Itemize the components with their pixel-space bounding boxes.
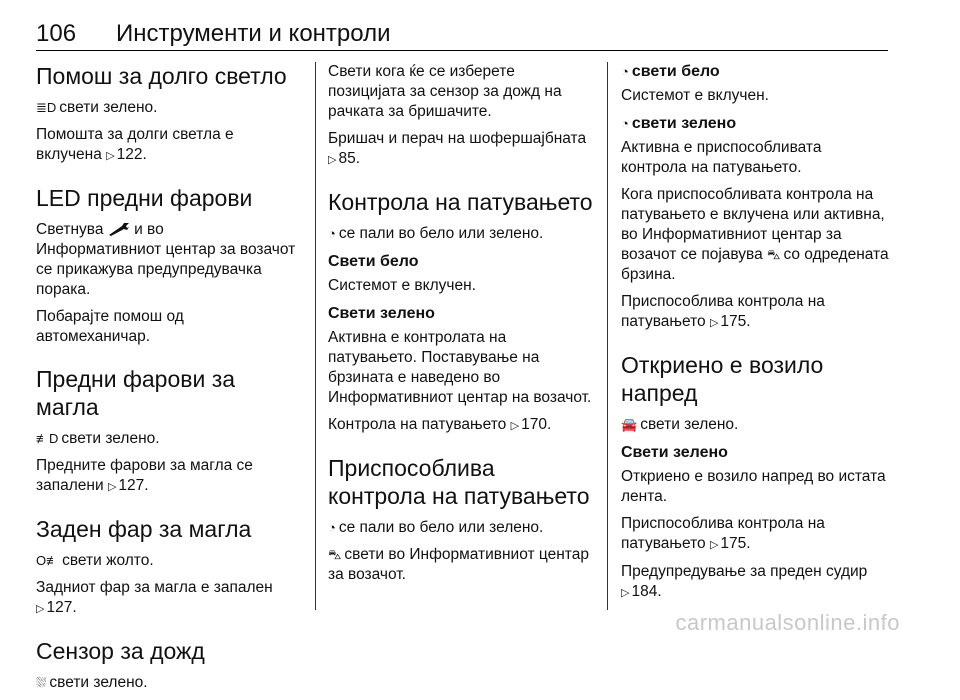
chapter-title: Инструменти и контроли — [116, 20, 391, 47]
page-ref-link[interactable]: 175. — [720, 313, 751, 330]
page-ref-link[interactable]: 127. — [118, 477, 149, 494]
section-heading: Контрола на патувањето — [328, 189, 593, 215]
page-ref-icon: ▷ — [107, 481, 117, 493]
subheading: ◔ свети зелено — [621, 115, 737, 132]
paragraph: ≣D свети зелено. — [36, 99, 158, 116]
subheading: Свети бело — [328, 253, 419, 270]
paragraph: Откриено е возило напред во истата лента. — [621, 468, 886, 505]
adaptive-cruise-icon: ⛍ — [767, 247, 781, 262]
cruise-control-icon: ◔ — [328, 520, 336, 535]
paragraph: Свети кога ќе се изберете позицијата за сензор за дожд на рачката за бришачите. — [328, 63, 562, 120]
page-ref-icon: ▷ — [621, 587, 630, 599]
wrench-icon — [108, 222, 130, 236]
page-ref-icon: ▷ — [510, 420, 520, 432]
rear-fog-icon: O≢ — [36, 553, 60, 568]
paragraph: ◔ се пали во бело или зелено. — [328, 225, 544, 242]
cruise-control-icon: ◔ — [621, 116, 629, 131]
paragraph: Предните фарови за магла се запалени ▷ 127. — [36, 457, 253, 494]
column-3 — [621, 62, 891, 610]
page-ref-link[interactable]: 170. — [521, 416, 552, 433]
paragraph: ◔ се пали во бело или зелено. — [328, 519, 544, 536]
section-heading: Заден фар за магла — [36, 516, 252, 542]
paragraph: O≢ свети жолто. — [36, 552, 154, 569]
page-number: 106 — [36, 20, 77, 47]
page-ref-icon: ▷ — [709, 539, 719, 551]
page-ref-link[interactable]: 175. — [720, 535, 751, 552]
paragraph: Бришач и перач на шофершајбната ▷ 85. — [328, 130, 587, 167]
page-ref-icon: ▷ — [709, 317, 719, 329]
paragraph: Активна е приспособливата контрола на патувањето. — [621, 139, 822, 176]
paragraph: 🚘 свети зелено. — [621, 416, 739, 433]
section-heading: Приспособлива контрола на патувањето — [328, 455, 590, 509]
page-ref-link[interactable]: 85. — [338, 150, 361, 167]
column-divider — [315, 62, 316, 610]
front-fog-icon: ≢D — [36, 431, 59, 446]
paragraph: Кога приспособливата контрола на патувањето е вклучена или активна, во Информативниот центар за возачот се појавува ⛍ со одредената брзина. — [621, 186, 889, 283]
cruise-control-icon: ◔ — [621, 64, 629, 79]
paragraph: Побарајте помош од автомеханичар. — [36, 308, 184, 345]
subheading: Свети зелено — [328, 305, 435, 322]
section-heading: Предни фарови за магла — [36, 366, 236, 420]
section-heading: Откриено е возило напред — [621, 352, 824, 406]
paragraph: ⛍ свети во Информативниот центар за возачот. — [328, 546, 589, 583]
rain-sensor-icon: ⛆ — [36, 675, 47, 690]
page-ref-link[interactable]: 127. — [46, 599, 77, 616]
paragraph: Помошта за долги светла е вклучена ▷ 122. — [36, 126, 234, 163]
paragraph: Контрола на патувањето ▷ 170. — [328, 416, 552, 433]
page-header — [36, 20, 888, 51]
paragraph: ⛆ свети зелено. — [36, 674, 148, 691]
column-divider — [607, 62, 608, 610]
section-heading: Помош за долго светло — [36, 63, 287, 89]
page-ref-icon: ▷ — [36, 603, 45, 615]
column-2 — [328, 62, 593, 592]
page-ref-icon: ▷ — [106, 150, 115, 162]
section-heading: LED предни фарови — [36, 185, 253, 211]
column-1 — [36, 62, 301, 700]
cruise-control-icon: ◔ — [328, 226, 336, 241]
subheading: ◔ свети бело — [621, 63, 720, 80]
paragraph: ≢D свети зелено. — [36, 430, 160, 447]
page-ref-link[interactable]: 184. — [631, 583, 662, 600]
paragraph: Активна е контролата на патувањето. Поставување на брзината е наведено во Информативниот центар на возачот. — [328, 329, 592, 406]
paragraph: Задниот фар за магла е запален ▷ 127. — [36, 579, 273, 616]
vehicle-ahead-icon: 🚘 — [621, 417, 638, 432]
section-heading: Сензор за дожд — [36, 638, 205, 664]
paragraph: Приспособлива контрола на патувањето ▷ 175. — [621, 515, 825, 552]
adaptive-cruise-icon: ⛍ — [328, 547, 342, 562]
paragraph: Системот е вклучен. — [621, 87, 769, 104]
paragraph: Светнува и во Информативниот центар за возачот се прикажува предупредувачка порака. — [36, 221, 296, 298]
subheading: Свети зелено — [621, 444, 728, 461]
paragraph: Предупредување за преден судир ▷ 184. — [621, 563, 868, 600]
paragraph: Приспособлива контрола на патувањето ▷ 175. — [621, 293, 825, 330]
page-ref-link[interactable]: 122. — [116, 146, 147, 163]
watermark: carmanualsonline.info — [675, 610, 900, 635]
high-beam-assist-icon: ≣D — [36, 100, 57, 115]
page-ref-icon: ▷ — [328, 154, 337, 166]
paragraph: Системот е вклучен. — [328, 277, 476, 294]
